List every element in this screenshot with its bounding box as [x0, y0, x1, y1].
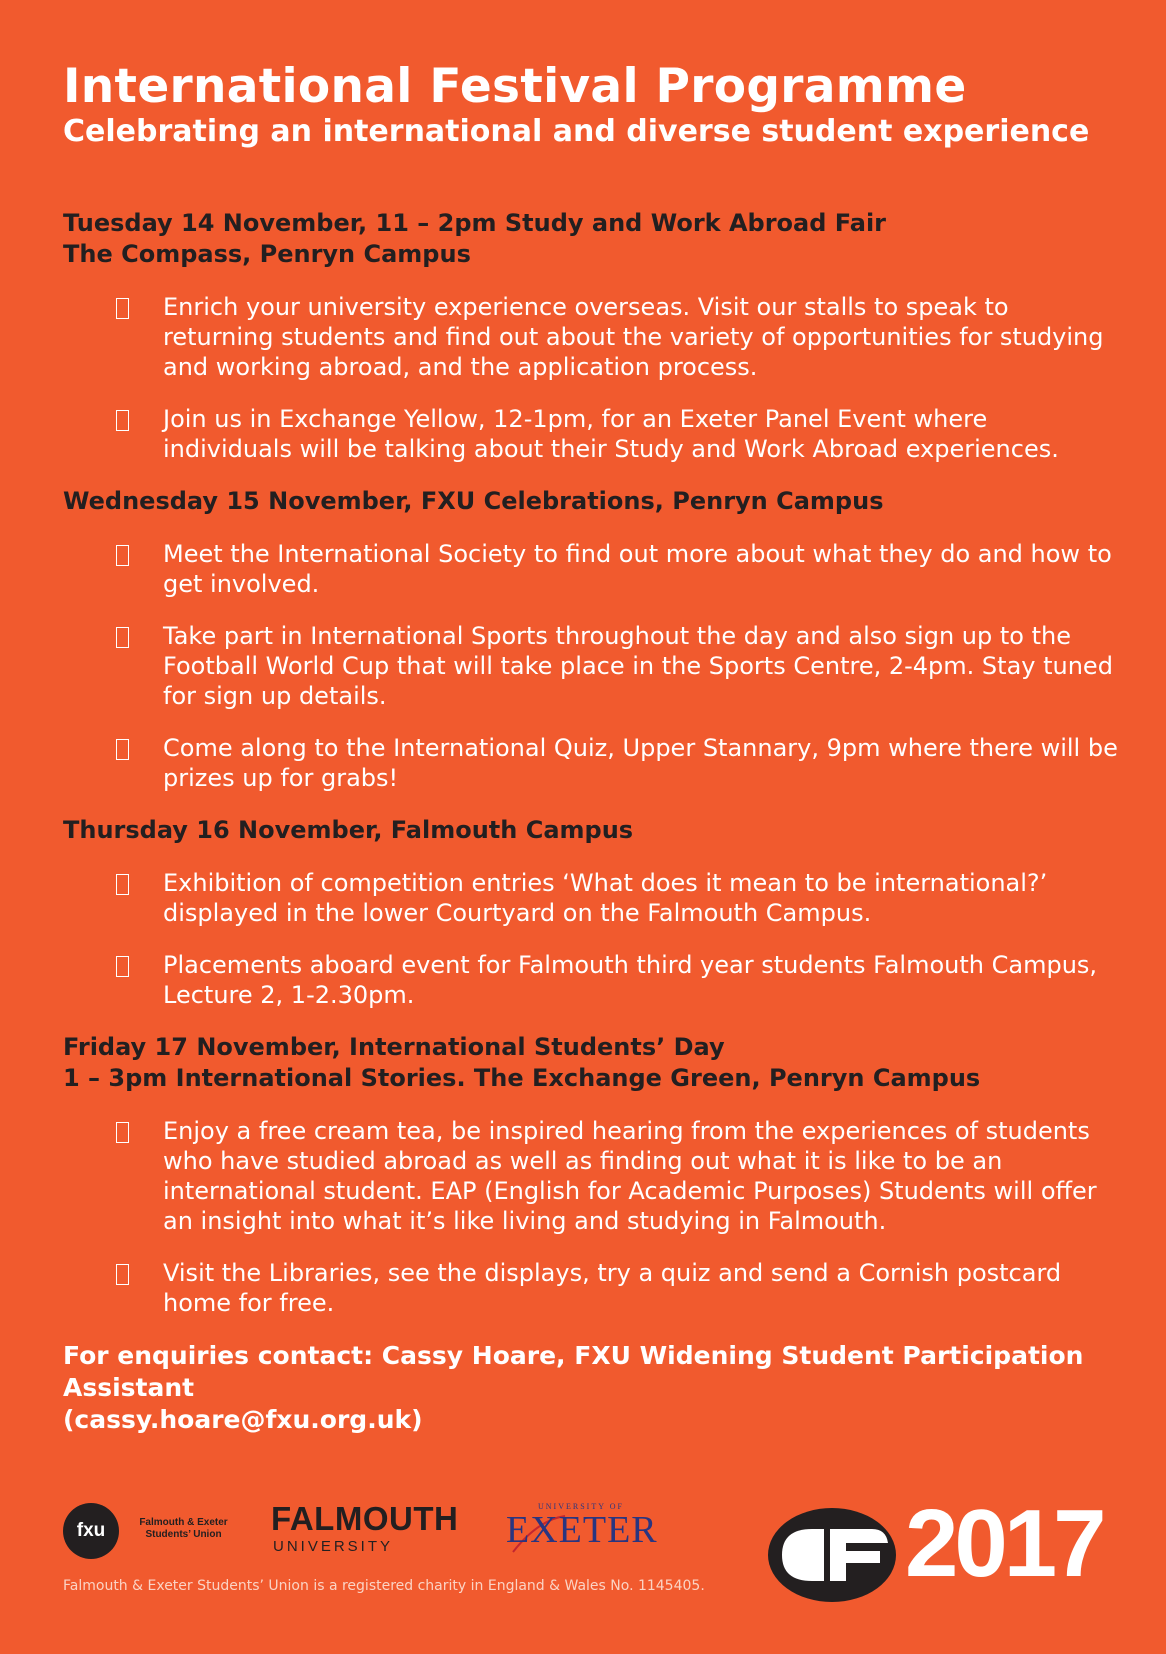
bullet-box-icon — [116, 1122, 129, 1143]
section-heading: Tuesday 14 November, 11 – 2pm Study and Work Abroad Fair — [63, 209, 887, 237]
bullet-box-icon — [116, 874, 129, 895]
fxu-logo — [63, 1503, 119, 1559]
bullet-box-icon — [116, 545, 129, 566]
bullet-box-icon — [116, 739, 129, 760]
page-subtitle: Celebrating an international and diverse student experience — [63, 114, 1090, 149]
list-item — [63, 733, 1123, 793]
enquiry-contact — [63, 1340, 1123, 1436]
falmouth-logo: FALMOUTH — [271, 1500, 459, 1537]
bullet-list — [63, 1116, 1123, 1318]
list-item — [63, 539, 1123, 599]
enquiry-line: For enquiries contact: Cassy Hoare, FXU Widening Student Participation Assistant — [63, 1341, 1084, 1402]
exeter-logo: EXETER — [506, 1509, 658, 1551]
bullet-text: Exhibition of competition entries ‘What does it mean to be international?’ displayed in the lower Courtyard on the Falmouth Campus. — [163, 869, 1048, 927]
event-section — [63, 208, 1123, 464]
event-sections — [63, 208, 1123, 1318]
event-section — [63, 815, 1123, 1010]
programme-page — [63, 60, 1123, 1436]
list-item — [63, 950, 1123, 1010]
section-heading: 1 – 3pm International Stories. The Exchange Green, Penryn Campus — [63, 1064, 981, 1092]
section-heading: Thursday 16 November, Falmouth Campus — [63, 816, 634, 844]
bullet-text: Join us in Exchange Yellow, 12-1pm, for an Exeter Panel Event where individuals will be talking about their Study and Work Abroad experiences. — [163, 405, 1059, 463]
bullet-box-icon — [116, 627, 129, 648]
falmouth-logo-sub: UNIVERSITY — [273, 1538, 394, 1555]
bullet-box-icon — [116, 956, 129, 977]
footer — [63, 1490, 1123, 1610]
section-heading: The Compass, Penryn Campus — [63, 240, 471, 268]
bullet-list — [63, 539, 1123, 793]
bullet-text: Enrich your university experience overseas. Visit our stalls to speak to returning students and find out about the variety of opportunities for studying and working abroad, and the application process. — [163, 293, 1104, 381]
festival-year: 2017 — [905, 1490, 1103, 1597]
bullet-box-icon — [116, 298, 129, 319]
list-item — [63, 1116, 1123, 1236]
festival-logo-icon — [768, 1505, 900, 1605]
bullet-text: Enjoy a free cream tea, be inspired hearing from the experiences of students who have studied abroad as well as finding out what it is like to be an international student. EAP (English for Academic Purposes) Students will offer an insight into what it’s like living and studying in Falmouth. — [163, 1117, 1097, 1235]
bullet-list — [63, 868, 1123, 1010]
bullet-text: Visit the Libraries, see the displays, try a quiz and send a Cornish postcard home for free. — [163, 1259, 1062, 1317]
bullet-text: Meet the International Society to find out more about what they do and how to get involved. — [163, 540, 1112, 598]
list-item — [63, 868, 1123, 928]
list-item — [63, 621, 1123, 711]
event-section — [63, 1032, 1123, 1318]
list-item — [63, 292, 1123, 382]
list-item — [63, 404, 1123, 464]
enquiry-email: (cassy.hoare@fxu.org.uk) — [63, 1405, 423, 1434]
charity-notice: Falmouth & Exeter Students’ Union is a registered charity in England & Wales No. 1145405. — [63, 1578, 705, 1594]
list-item — [63, 1258, 1123, 1318]
bullet-text: Come along to the International Quiz, Upper Stannary, 9pm where there will be prizes up for grabs! — [163, 734, 1118, 792]
fxu-logo-text: fxu — [76, 1520, 106, 1541]
page-title: International Festival Programme — [63, 59, 967, 114]
bullet-list — [63, 292, 1123, 464]
bullet-text: Placements aboard event for Falmouth third year students Falmouth Campus, Lecture 2, 1-2.30pm. — [163, 951, 1098, 1009]
event-section — [63, 486, 1123, 793]
exeter-logo-top: UNIVERSITY OF — [538, 1502, 624, 1511]
bullet-box-icon — [116, 1264, 129, 1285]
fxu-name: Falmouth & Exeter Students’ Union — [139, 1517, 228, 1540]
bullet-text: Take part in International Sports throughout the day and also sign up to the Football World Cup that will take place in the Sports Centre, 2-4pm. Stay tuned for sign up details. — [163, 622, 1113, 710]
section-heading: Wednesday 15 November, FXU Celebrations, Penryn Campus — [63, 487, 884, 515]
section-heading: Friday 17 November, International Students’ Day — [63, 1033, 725, 1061]
bullet-box-icon — [116, 410, 129, 431]
